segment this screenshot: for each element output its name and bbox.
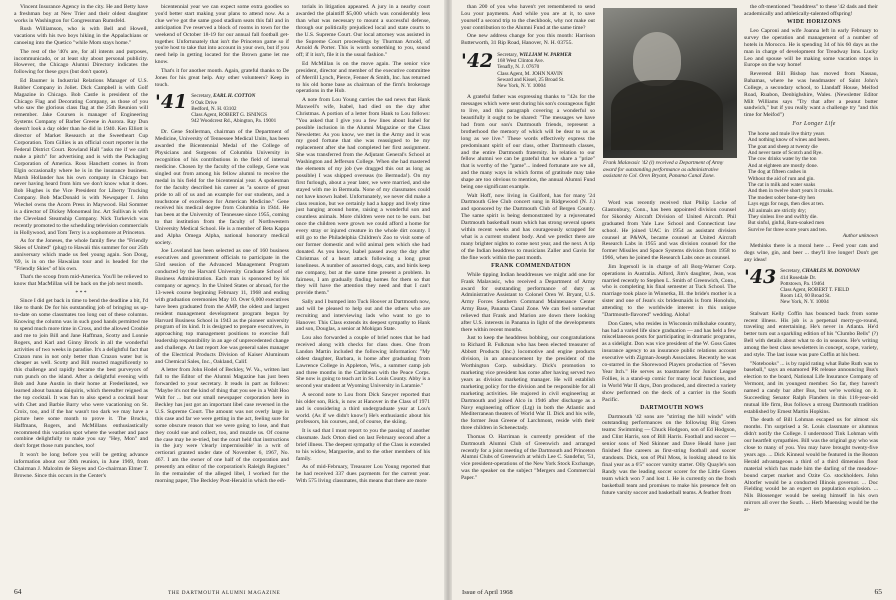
paragraph: It won't be long before you will be getting advance information about our 30th reunion, in June 1969, from Chairman J. Malcolm de Sieyes and Co-chairman Elmer T. Browne. Since this occurs in the Center's [14,451,148,479]
class-heading-41 [155,93,289,124]
poem-line: Lays eggs for nogs, then dies at ten. [748,201,825,208]
poem-line: And then in twelve short years it croaks. [748,188,834,195]
paragraph: It is sad that I must report to you the passing of another classmate. Jack Orton died on last February second after a brief illness. The deepest sympathy of the Class is extended to his widow, Marguerite, and to the other members of his family. [296,427,430,462]
section-heading: DARTMOUTH NOWS [640,405,704,412]
paragraph: torials in litigation appeared. A jury in a nearby court awarded the plaintiff $5,000 which was considerably less than what was necessary to mount a successful defense, through our politically prejudiced local and state courts to the U.S. Supreme Court. Our local attorney was assisted in the Supreme Court proceedings by Thurman Arnold, of Arnold & Porter. This is worth something to you, sound off; if it isn't, file it in the usual fashion." [296,4,430,59]
paragraph: Stalwart Kelly Coffin has bounced back from some recent illness. His job is a perpetual merry-go-round, traveling and entertaining. He's never in Atlanta. He'd better turn out a sparkling edition of his "Clumbo Bells" (?) Bell with details about what to do in seasons. He's writing among the best class newsletters in concept, scope, variety, and style. The last issue was pure Coffin at his best. [744,310,878,359]
poem-line: The horse and mule live thirty years [748,130,825,137]
section-heading: FRANK COMMENDATION [491,263,571,270]
poem-line: And nothing know of wines and beers. [748,137,830,144]
running-footer: THE DARTMOUTH ALUMNI MAGAZINE [168,590,281,596]
class-contact: Secretary, EARL H. COTTON 9 Oak Drive Bedford, N. H. 03102 Class Agent, ROBERT G. ISNINGS 942 Woodcrest Rd., Abington, Pa. 19001 [191,93,277,125]
paragraph: The rest of the '40's are, for all intents and purposes, incommunicado, or at least shy about personal publicity. However, the Chicago Alumni Directory indicates the following for these guys (but don't quote). [14,48,148,76]
right-column-1 [461,4,595,484]
section-divider: * * * [75,289,87,296]
poem-line: The cow drinks water by the ton [748,156,817,163]
right-column-2 [602,200,736,498]
paragraph: As for the Joneses, the whole family flew the "Friendly Skies of United" (plug) to Hawaii this summer for our 25th anniversary which made us feel young again. Son Doug, '69, is in on the Hawaiian tour and is headed for the "Friendly Skies" of his own. [14,238,148,272]
class-heading-42 [461,52,595,89]
paragraph: Ed Baumer is Industrial Relations Manager of U.S. Rubber Company in Joliet. Dick Campbell is with Golf Magazine in Chicago. Bob Castle is president of the Chicago Flag and Decorating Company, as those of you who saw the glorious class flag at the 25th Reunion will remember. Jake Coursen is manager of Engineering Systems Company of Barber Greene in Aurora. Ray Dun doesn't look a day older than he did in 1940. Ken Elliott is director of Market Research at the Sweetheart Cup Corporation. Tom Gillies is an official court reporter in the Federal District Court. Rowland Hall "asks me if we can't make a pitch" for advertising and is with the Packaging Corporation of America. Ross Hanchett comes in from Elgin occasionally where he is in the insurance business. Marsh Hollander has his own company in Chicago but never having heard from him we don't know what it does. Bob Hughes is the Vice President for Liberty Trucking Company. Bob MacDonald is with Newspaper I. John Wiechel owns the Acorn Press in Maywood. Hal Sommer is a director of Dickey Monomeal Inc. Art Sullivan is with the Cleveland Steamship Company. Nick Turkevich was recently promoted to the scheduling television commercials in Hollywood, and Tom Terry is a sophomore at Princeton. [14,77,148,236]
paragraph: Dartmouth '42 sons are "stirring the hill winds" with outstanding performances on the following Big Green teams: Swimming — Chuck Hodgson, son of Ed Hodgson, and Clint Harris, son of Bill Harris. Football and soccer — senior sons of Ned Skinner and Dave Heald have just finished fine careers as first-string football and soccer standouts. Dick, son of Phil Moss, is looking ahead to his final year as a 6'5" soccer varsity starter. Olly Quayle's son Randy was the leading soccer scorer for the Little Green team which won 7 and lost 1. He is currently on the frosh basketball team and promises to make his presence felt on future varsity soccer and basketball teams. A feather from [602,413,736,496]
class-heading-43 [744,268,878,305]
paragraph: Jim Ingersoll is in charge of all Borg-Warner Corp. operations in Australia. Alford, Jim's daughter, Jean, was married recently to Stephen L. Smith of Greenwich, Conn., who is completing his final semester at Tuck School. The marriage took place in Winnetka, Ill. the bride's mother is a sister and one of Jean's six bridesmaids is from Honolulu, attending to the worldwide interest in this unique "Dartmouth-flavored" wedding. Aloha! [602,263,736,319]
paragraph: Since I did get back in time to bend the deadline a bit, I'd like to thank De for his outstanding job of bringing us up-to-date on some classmates too long out of these columns. Knowing the column was in such good hands permitted me to spend much more time in Cross, and the allowed Crosbie and me to join Bill and Jane Haffman, Scotty and Lonnie Rogers, and Karl and Ginny Brock in all the wonderful activities of two weeks in paradise. It's a delightful fact that Crazon runs in not only better than Crazon water but is cheaper as well. Scotty and Bill reacted magnificently to this challenge and rapidly became the best purveyors of rum punch on the island. After a delightful evening with Bob and June Austin in their home at Frederiksted, we learned about banana daiquiris, which thereafter reigned as the top cocktail. It was fun to also spend a cocktail hour with Chet and Barbie Barry who were vacationing on St. Croix, too, and if the bar wasn't too dark we may have a picture here some month to prove it. The Brucks, Haffmans, Rogers, and McMillans enthusiastically recommend this vacation spot where the weather and pace combine delightfully to make you say "Hey, Mon" and don't forget those rum punches, too! [14,298,148,450]
paragraph: A second note to Lou from Dick Sawyer reported that his older son, Rick, is now at Hanover in the Class of 1971 and is considering a third undergraduate year at Lou's world. (As if we didn't know!) He's enthusiastic about his professors, his courses, and, of course, the skiing. [296,391,430,426]
running-footer: Issue of April 1968 [462,589,513,596]
paragraph: Walt Hoff, now living in Guilford, has for many '24 Dartmouth Glee Club concert sung in Ridgewood (N. J.) and sponsored by the Dartmouth Club of Bergen County. The same spirit is being demonstrated by a rejuvenated Dartmouth basketball team which has strong several upsets within recent weeks and has courageously scrapped for what is a current student body. And we predict there are many brighter nights to come next year, and the next. A tip of the Indian headdress to musicians Zaller and Gavin for the fine work within the past month. [461,192,595,261]
poem [748,131,878,240]
class-year: '41 [155,91,188,114]
poem-line: The goat and sheep at twenty die [748,143,818,150]
paragraph: That's it for another month. Again, grateful thanks to De Jones for his great help. Any other volunteers? Keep in touch. [155,67,289,88]
paragraph: Leo Caproni and wife Joanna left in early February to survey the operation and management of a number of hotels in Morocco. He is spending 34 of his 60 days as the man in charge of development for Treadway Inns. Lucky Leo and spouse will be making some vacation stops in Europe on the way home! [744,27,878,69]
paragraph: Rush Williamson, who is with Bell and Howell, vacations with his two boys hiking in the Appalachians or canoeing into the Quetico "while Mom stays home." [14,26,148,47]
paragraph: While tipping Indian headdresses we might add one for Frank Malavasic, who received a Department of Army award for outstanding performance of duty as Administrative Assistant to Colonel Oren W. Bryant, U.S. Army Forces Southern Command Maintenance Center Army Base, Panama Canal Zone. We can feel somewhat relieved that Frank and Marion are down there looking after U.S. interests in Panama in light of the developments there within recent months. [461,271,595,333]
paragraph: As of mid-February, Treasurer Lou Young reported that he had received 337 dues payments for the current year. With 575 living classmates, this means that there are more [296,464,430,484]
left-column-2 [155,4,289,486]
photo-caption: Frank Malavasic '42 (l) received a Department of Army award for outstanding performance as administrative assistant to Col. Oren Bryant, Panama Canal Zone. [603,160,724,180]
paragraph: "Notebooks" ... is by rapid rating what Babe Ruth was to baseball," says an enamored PR release announcing Bus's election to the board, National Life Insurance Company of Vermont, and its youngest member. So far, they haven't named a candy bar after Bus, but we're working on it. Succeeding Senator Ralph Flanders in this 118-year-old mutual life firm, Bus follows a strong Dartmouth tradition established by Ernest Martin Hopkins. [744,360,878,415]
paragraph: A letter from John Hodel of Beckley, W. Va., written last fall to the Editor of the Alumni Magazine has just been forwarded to your secretary. It reads in part as follows: "Maybe it's not the kind of thing that you see in a Walt Hoo Walt for ... but our small newspaper corporation here in Beckley has just got an important libel case reversed in the U.S. Supreme Court. The amount was not overly large in this case and far we were getting in the act, feeling sure for some obscure reason that we were going to lose, and that they could sue and collect, too, and muzzle us. Of course the case may be re-tried, but the court held that instructions in the jury were 'clearly impermissible' in a writ of certiorari granted under date of November 6, 1967, No. 467. I am the owner of one half of the corporation and presently am editor of the corporation's Raleigh Register." In the remainder of the alleged libel, I worked for the morning paper, The Beckley Post-Herald in which the edi- [155,367,289,484]
paragraph: Methinks there is a moral here ... Feed your cats and dogs wine, gin, and beer ... they'll live longer! Don't get any ideas! [744,242,878,263]
poem-line: Without the aid of rum and gin. [748,175,815,182]
paragraph: One new address change for you this month: Harrison Butterworth, 31 Rip Road, Hanover, N. H. 03755. [461,33,595,47]
page-number: 64 [14,587,22,596]
class-year: '42 [461,50,494,73]
section-heading: WIDE HORIZONS [786,19,841,26]
class-contact: Secretary, CHARLES M. DONOVAN 414 Rosedale Dr. Pottstown, Pa. 19464 Class Agent, ROBERT T. FIELD Room 143, 60 Broad St. New York, N. Y. 10004 [780,268,860,306]
paragraph: The death of Bill Lohman escaped us for almost six months. I'm surprised a St. Louis classmate or alumnus didn't notify the College. I understood Tink Lohman with our heartfelt sympathies. Bill was the original guy who was close to many of you. You may have brought twenty-five years ago. ... Dick Kinneal would be featured in the Boston Herald advantageous a third of a third dimension floor material which has made him the darling of the meadow-bound carpet market and Ozite Co. stockholders. John Altorfer would be a conducted Illinois governor. ... Doc Fielding would be an expert on population explosion. ... Nils Blossenger would be seeing himself in his own mirrors all over the South. ... Herb Muensing would be the ar- [744,417,878,514]
paragraph: Dr. Gene Stollerman, chairman of the Department of Medicine, University of Tennessee Medical Units, has been awarded the Bicentennial Medal of the College of Physicians and Surgeons of Columbia University in recognition of his contributions in the field of internal medicine. Chosen by the faculty of the college, Gene was singled out from among his fellow alumni to receive the medal in his field for the bicentennial year. A spokesman for the faculty described his career as "a source of great pride to all of us and an example for our students, and a touchstone of excellence for American Medicine." Gene received his medical degree from Columbia in 1944. He has been at the University of Tennessee since 1955, coming to that institution from the faculty of Northwestern University Medical School. He is a member of Beta Kappa and Alpha Omega Alpha, national honorary medical society. [155,129,289,246]
paragraph: than 200 of you who haven't yet remembered to send Lou your payments. And while you are at it, to save yourself a second trip to the checkbook, why not make out your contribution to the Alumni Fund at the same time? [461,4,595,31]
binding-gutter [444,0,452,600]
right-page [448,0,896,600]
poem-line: All animals are strictly dry; [748,207,807,214]
award-photo [603,8,737,158]
poem-line: And never taste of Scotch and Rye. [748,150,823,156]
paragraph: Sally and I bumped into Tuck Hoover at Dartmouth now, and will be pleased to help out and the others who are recruiting and interviewing lads who want to go to Hanover. This Class extends its deepest sympathy to Hank and son, Douglas, a senior at Mohigan State. [296,298,430,333]
left-column-3 [296,4,430,486]
paragraph: Just to keep the headdress bobbing, our congratulations to Richard B. Fulkman who has been elected treasurer of Abbott Products (Inc.) locomotive and engine products division, in an announcement by the president of the Worthington Corp. subsidiary. Dick's promotion to marketing vice president has come after having served two years as division marketing manager. He will establish marketing policy for the division and be responsible for all marketing activities. He majored in civil engineering at Dartmouth and joined Alco in 1946 after discharge as a Navy engineering officer (Ltg) in both the Atlantic and Mediterranean theaters of World War II. Dick and his wife, the former Jean Greene of Larchmont, reside with their three children in Schenectady. [461,335,595,432]
paragraph: the oft-mentioned "headdress" to these '42 dads and their academically and athletically-talented offspring! [744,4,878,17]
right-column-3 [744,4,878,516]
poem-line: They sinless live and swiftly die. [748,214,818,221]
paragraph: Word was recently received that Philip Locke of Glastonbury, Conn., has been appointed division counsel for Sikorsky Aircraft Division of United Aircraft. Phil graduated from Yale Law School and Connecticut law school. He joined UAC in 1954 as assistant division counsel at P&WA, became counsel at United Aircraft Research Labs in 1955 and was division counsel for the former Missiles and Space Systems division from 1958 to 1966, when he joined the Research Labs once as counsel. [602,200,736,262]
paragraph: Joe Loveland has been selected as one of 160 business executives and government officials to participate in the 53rd session of the Advanced Management Program conducted by the Harvard University Graduate School of Business Administration. Each man is sponsored by his company or agency. In the United States or abroad, for the 13-week course beginning February 11, 1968 and ending with graduation ceremonies May 10. Over 6,000 executives have been graduated from the AMP, the oldest and largest resident management development program begun by Harvard Business School in 1943 as the pioneer university program of its kind. It is designed to prepare executives, in approaching top management positions to exercise full leadership responsibility in an age of unprecedented change and challenge. At last report Joe was general sales manager of the Electrical Products Division of Kaiser Aluminum and Chemical Sales, Inc., Oakland, Calif. [155,248,289,365]
paragraph: A grateful father was expressing thanks to "42s for the messages which were sent during his son's courageous fight to live, and this paragraph covering a wonderful so beautifully it ought to be shared: "The messages we have had from our son's Dartmouth friends, represent a brotherhood the memory of which will be dear to us as long as we live." These words effectively express the predominant spirit of our class, other Dartmouth classes, and the entire Dartmouth fraternity. In relation to our fellow alumni we can be grateful that we share a "prize" that is worthy of the "game"... indeed fortunate are we all, and the many ways in which forms of gratitude may take shape are too obvious to mention, the annual Alumni Fund being one significant example. [461,94,595,191]
poem-line: Survive for three score years and ten. [748,226,827,233]
paragraph: Reverend Bill Bishop has moved from Nassau, Bahamas, where he was headmaster of Saint John's College, a secondary school, to Llandaff House, Meifod Road, Ruabon, Denbighshire, Wales. (Newsletter Editor Milt Williams says "Try that after a peanut butter sandwich," but if you really want a challenge try "and this time for Meifod") [744,70,878,119]
paragraph: Vincent Insurance Agency in the city. He and Betty have a freshman boy at New Trier and their oldest daughter works in Washington for Congressman Rumsfeld. [14,4,148,24]
paragraph: That's the scoop from mid-America. You'll be relieved to know that MacMillan will be back on the job next month. [14,274,148,288]
poem-title: For Longer Life [792,120,836,127]
paragraph: bicentennial year we can expect some extra goodies so you'd better start making your plans to attend now. As a clue we've got the same good stadium seats this fall and in anticipation I've reserved a block of rooms in town for the weekend of October 18-19 for our annual fall football get-together. Unfortunately that isn't the Princeton game so if you're host to take that into account in your own, but if you need help in getting located for the Brown game let me know. [155,4,289,66]
left-column-1 [14,4,148,481]
paragraph: Lou also forwarded a couple of brief notes that he had received along with checks for class dues. One from Landon Martin included the following information: "My oldest daughter, Barbara, is home after graduating from Lawrence College in Appleton, Wis., a summer camp job and three months in the Caribbean with the Peace Corps. She now is going to teach art in St. Louis County. Abby is a second year student at Wyoming University in Laramie." [296,334,430,390]
poem-line: The modest sober bone-dry hen [748,194,816,201]
poem-author: Author unknown [842,233,878,240]
class-contact: Secretary, WILLIAM W. PARMER 168 West Clinton Ave. Tenafly, N. J. 07670 Class Agent, M. JOHN NAVIN Seward and Kissel, 25 Broad St. New York, N. Y. 10004 [497,52,572,90]
paragraph: A note from Lou Young carries the sad news that Hank Maxwell's wife, Isabel, had died on the day after Christmas. A portion of a letter from Hank to Lou follows: "You asked that I give you a few lines about Isabel for possible inclusion in the Alumni Magazine or the Class Newsletter. As you know, we met in the Army and it was my good fortune that she was reassigned to be my replacement after she had completed her first assignment. She was transferred from the Adjutant General's School at Washington and Jefferson College. When she had mastered the elements of my job (we dragged this out as long as possible) I was shipped overseas (to Bermuda!). On my first furlough, about a year later, we were married, and she stayed with me in Bermuda. None of my classmates could not have known Isabel. Unfortunately, we never did make a class reunion, but we certainly had a happy and lively time just hanging around home, raising a wonderful son and countless animals. More children were not to be ours. but once the children were grown we could afford a home for every stray or injured creature in the whole dirt county. I still go to the Philadelphia Children's Zoo to visit some of our former domestic and wild animal pets which she had donated. As you know, Isabel passed away the day after Christmas of a heart attack following a long great loneliness. A number of assorted dogs, cats, and birds keep me company, but at the same time present a problem. In fairness, I am gradually finding homes for them so that they will have the attention they need and that I can't provide them." [296,96,430,297]
paragraph: Ed McMillan is on the move again. The senior vice president, director and member of the executive committee of Merrill Lynch, Pierce, Fenner & Smith, Inc. has returned to his old home base as chairman of the firm's brokerage operations in the Hub. [296,60,430,95]
poem-line: But sinful, ginful, Rum-soaked men [748,220,825,227]
poem-line: The cat in milk and water soaks [748,182,816,189]
class-year: '43 [744,266,777,289]
poem-line: And at eighteen are mostly done. [748,162,819,169]
paragraph: Thomas O. Harriman is currently president of the Dartmouth Alumni Club of Greenwich and arranged recently for a joint meeting of the Dartmouth and Princeton Alumni Clubs of Greenwich at which Lee C. Sandefur, '51, vice president-operations of the New York Stock Exchange, was the speaker on the subject "Mergers and Commercial Paper." [461,433,595,482]
poem-line: The dog at fifteen cashes in [748,169,807,176]
page-number: 65 [874,587,882,596]
paragraph: Don Gates, who resides in Wisconsin milkshake country, has had a varied life since graduation — and has held a few miscellaneous posts for participating in dramatic programs, as a sidelight. Don was vice president of the W. Goss Gates insurance agency to an insurance public relations account executive with Zigman-Joseph Associates. Recently he was co-starred in the Shorewood Players production of "Seven Year Itch." He serves as toastmaster for Junior League Follies, is a stand-up comic for many local functions, and in World War II days, Don produced, and directed a variety show performed on the deck of a carrier in the South Pacific. [602,320,736,403]
